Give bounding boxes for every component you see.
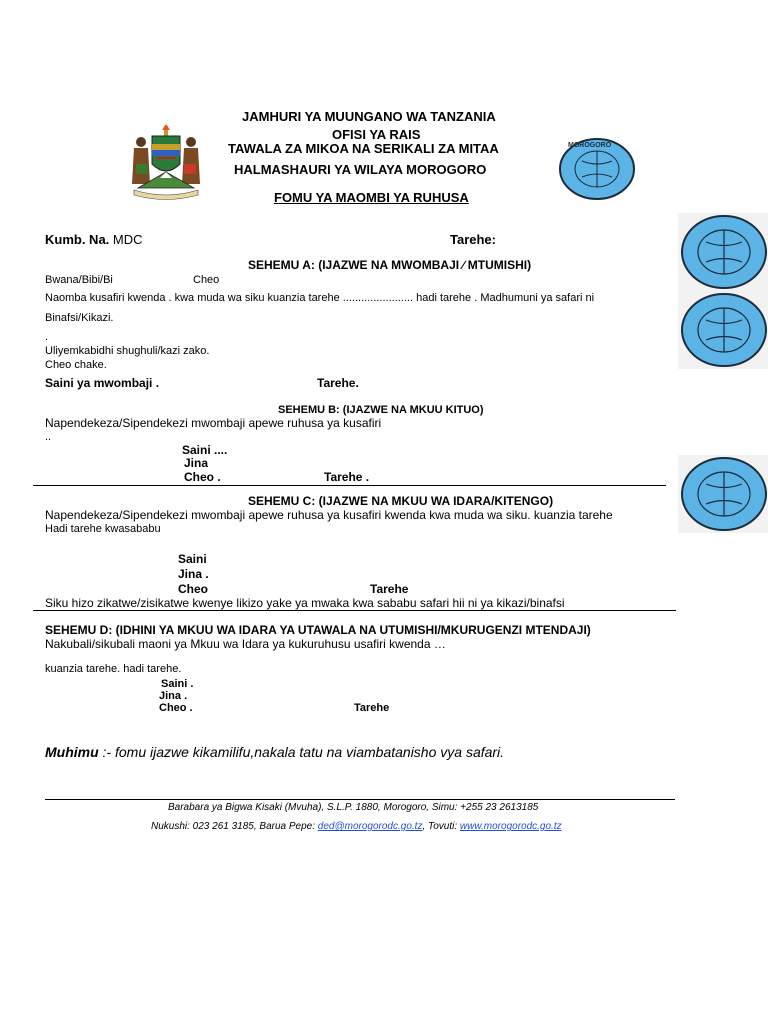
section-b-line-1: Napendekeza/Sipendekezi mwombaji apewe ruhusa ya kusafiri [45,416,382,430]
muhimu-note [45,744,504,760]
kumb-line [45,232,143,247]
section-c-line-2: Hadi tarehe kwasababu [45,523,161,535]
footer-fax: Nukushi: 023 261 3185, Barua Pepe: [151,821,318,832]
header-line-2: OFISI YA RAIS [332,127,421,142]
section-d-cheo: Cheo . [159,702,193,714]
divider [33,610,676,611]
section-b-saini: Saini .... [182,443,228,457]
section-d-line-1: Nakubali/sikubali maoni ya Mkuu wa Idara ya kukuruhusu usafiri kwenda … [45,637,446,651]
section-d-saini: Saini . [161,678,194,690]
header-line-4: HALMASHAURI YA WILAYA MOROGORO [234,162,487,177]
divider [33,485,666,486]
council-logo-icon [678,213,768,291]
section-a-line-6: Cheo chake. [45,359,107,371]
section-b-cheo: Cheo . [184,470,221,484]
section-c-note: Siku hizo zikatwe/zisikatwe kwenye likizo yake ya mwaka kwa sababu safari hii ni ya kikazi/binafsi [45,596,565,610]
email-link[interactable]: ded@morogorodc.go.tz [317,821,423,832]
section-a-title: SEHEMU A: (IJAZWE NA MWOMBAJI ∕ MTUMISHI) [248,258,532,272]
section-a-line-2: Naomba kusafiri kwenda . kwa muda wa siku kuanzia tarehe ....................... hadi tarehe . Madhumuni ya safari ni [45,292,595,304]
section-a-tarehe: Tarehe. [317,376,359,390]
section-c-line-1: Napendekeza/Sipendekezi mwombaji apewe ruhusa ya kusafiri kwenda kwa muda wa siku. kuanzia tarehe [45,508,613,522]
section-c-title: SEHEMU C: (IJAZWE NA MKUU WA IDARA/KITENGO) [248,494,554,508]
section-a-line-3: Binafsi/Kikazi. [45,312,114,324]
section-d-tarehe: Tarehe [354,702,390,714]
section-a-saini: Saini ya mwombaji . [45,376,160,390]
section-d-title: SEHEMU D: (IDHINI YA MKUU WA IDARA YA UTAWALA NA UTUMISHI/MKURUGENZI MTENDAJI) [45,623,591,637]
section-c-cheo: Cheo [178,582,208,596]
header-line-3: TAWALA ZA MIKOA NA SERIKALI ZA MITAA [228,141,499,156]
website-link[interactable]: www.morogorodc.go.tz [459,821,562,832]
council-logo-icon [678,455,768,533]
form-title: FOMU YA MAOMBI YA RUHUSA [274,190,469,205]
section-d-jina: Jina . [159,690,188,702]
section-b-jina: Jina [184,456,209,470]
muhimu-text: :- fomu ijazwe kikamilifu,nakala tatu na viambatanisho vya safari. [98,744,505,760]
footer-line-1: Barabara ya Bigwa Kisaki (Mvuha), S.L.P. 1880, Morogoro, Simu: +255 23 2613185 [168,802,539,813]
section-a-line-4: . [45,331,49,343]
section-d-line-3: kuanzia tarehe. hadi tarehe. [45,663,182,675]
section-b-tarehe: Tarehe . [324,470,370,484]
header-line-1: JAMHURI YA MUUNGANO WA TANZANIA [242,109,496,124]
section-c-saini: Saini [178,552,207,566]
footer-mid: , Tovuti: [422,821,460,832]
council-logo-text: MOROGORO [568,142,612,149]
coat-of-arms-icon [126,124,206,200]
footer-divider [45,799,675,800]
kumb-label: Kumb. Na. [45,232,110,247]
section-c-tarehe: Tarehe [370,582,409,596]
section-a-line-1: Bwana/Bibi/Bi [45,274,113,286]
council-logo-icon [678,291,768,369]
muhimu-label: Muhimu [45,744,99,760]
section-b-line-2: .. [45,431,52,443]
footer-line-2 [151,821,562,832]
section-a-cheo: Cheo [193,274,220,286]
tarehe-label: Tarehe: [450,232,496,247]
kumb-value: MDC [112,232,143,247]
section-c-jina: Jina . [178,567,209,581]
section-a-line-5: Uliyemkabidhi shughuli/kazi zako. [45,345,210,357]
section-b-title: SEHEMU B: (IJAZWE NA MKUU KITUO) [278,404,484,416]
